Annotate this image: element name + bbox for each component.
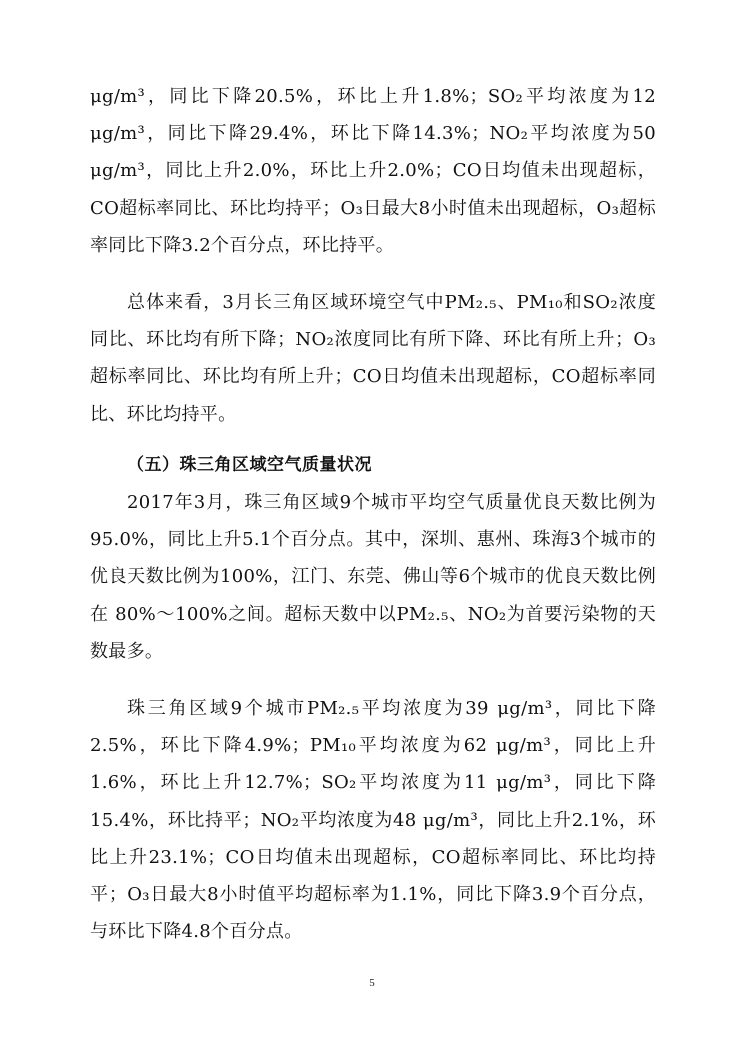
- paragraph-yangtze-delta-pollutants: μg/m³，同比下降20.5%，环比上升1.8%；SO₂平均浓度为12 μg/m³，同比下降29.4%，环比下降14.3%；NO₂平均浓度为50 μg/m³，同比上升2.0%，环比上升2.0%；CO日均值未出现超标，CO超标率同比、环比均持平；O₃日最大8小时值未出现超标，O₃超标率同比下降3.2个百分点，环比持平。: [90, 86, 656, 256]
- section-heading: （五）珠三角区域空气质量状况: [127, 455, 372, 475]
- paragraph-pearl-delta-good-days: 2017年3月，珠三角区域9个城市平均空气质量优良天数比例为95.0%，同比上升5.1个百分点。其中，深圳、惠州、珠海3个城市的优良天数比例为100%，江门、东莞、佛山等6个城市的优良天数比例在 80%～100%之间。超标天数中以PM₂.₅、NO₂为首要污染物的天数最多。: [90, 492, 656, 662]
- paragraph-pearl-delta-pollutants: 珠三角区域9个城市PM₂.₅平均浓度为39 μg/m³，同比下降2.5%，环比下降4.9%；PM₁₀平均浓度为62 μg/m³，同比上升1.6%，环比上升12.7%；SO₂平均浓度为11 μg/m³，同比下降15.4%，环比持平；NO₂平均浓度为48 μg/m³，同比上升2.1%，环比上升23.1%；CO日均值未出现超标，CO超标率同比、环比均持平；O₃日最大8小时值平均超标率为1.1%，同比下降3.9个百分点，与环比下降4.8个百分点。: [90, 698, 656, 943]
- page-number: 5: [369, 977, 375, 989]
- paragraph-yangtze-delta-summary: 总体来看，3月长三角区域环境空气中PM₂.₅、PM₁₀和SO₂浓度同比、环比均有所下降；NO₂浓度同比有所下降、环比有所上升；O₃超标率同比、环比均有所上升；CO日均值未出现超标，CO超标率同比、环比均持平。: [90, 292, 656, 425]
